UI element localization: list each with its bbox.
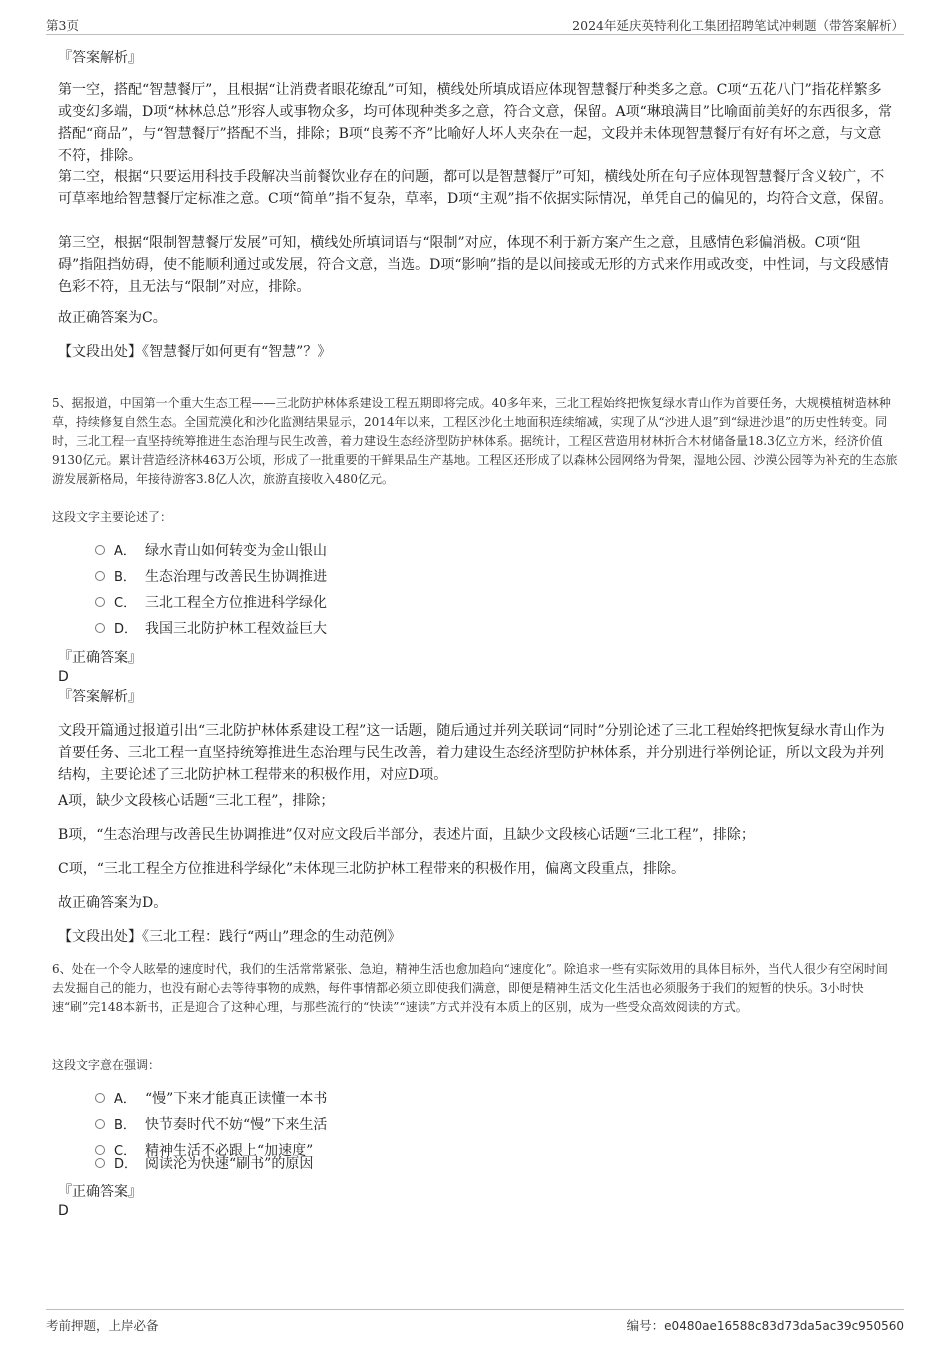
q5-stem: 5、据报道，中国第一个重大生态工程——三北防护林体系建设工程五期即将完成。40多年来，三北工程始终把恢复绿水青山作为首要任务，大规模植树造林种草，持续修复自然生态。全国荒漠化和沙化监测结果显示，2014年以来，工程区沙化土地面积连续缩减，实现了从“沙进人退”到“绿进沙退”的历史性转变。同时，三北工程一直坚持统筹推进生态治理与民生改善，着力建设生态经济型防护林体系。据统计，工程区营造用材林折合木材储备量18.3亿立方米，经济价值9130亿元。累计营造经济林463万公顷，形成了一批重要的干鲜果品生产基地。工程区还形成了以森林公园网络为骨架，湿地公园、沙漠公园等为补充的生态旅游发展新格局，年接待游客3.8亿人次，旅游直接收入480亿元。 [52,396,898,486]
option-text: 精神生活不必跟上“加速度” [145,1143,314,1159]
q5-prompt: 这段文字主要论述了： [52,510,173,524]
q5-option-c[interactable] [95,592,327,614]
q6-option-a[interactable] [95,1088,327,1110]
option-text: 三北工程全方位推进科学绿化 [145,595,327,611]
radio-icon[interactable] [95,1158,105,1168]
q4-analysis-paragraph-1: 第一空，搭配“智慧餐厅”，且根据“让消费者眼花缭乱”可知，横线处所填成语应体现智慧餐厅种类多之意。C项“五花八门”指花样繁多或变幻多端，D项“林林总总”形容人或事物众多，均可体现种类多之意，符合文意，保留。A项“琳琅满目”比喻面前美好的东西很多，常搭配“商品”，与“智慧餐厅”搭配不当，排除；B项“良莠不齐”比喻好人坏人夹杂在一起，文段并未体现智慧餐厅有好有坏之意，与文意不符，排除。 [58,82,892,164]
option-letter: C． [114,596,137,611]
option-text: 我国三北防护林工程效益巨大 [145,621,327,637]
radio-icon[interactable] [95,597,105,607]
option-text: 快节奏时代不妨“慢”下来生活 [145,1117,328,1133]
q4-analysis-paragraph-2: 第二空，根据“只要运用科技手段解决当前餐饮业存在的问题，都可以是智慧餐厅”可知，横线处所在句子应体现智慧餐厅含义较广，不可草率地给智慧餐厅定标准之意。C项“简单”指不复杂，草率，D项“主观”指不依据实际情况，单凭自己的偏见的，均符合文意，保留。 [58,169,893,207]
radio-icon[interactable] [95,545,105,555]
q5-option-d[interactable] [95,618,327,640]
q6-option-b[interactable] [95,1114,327,1136]
q4-source: 【文段出处】《智慧餐厅如何更有“智慧”？》 [58,344,332,360]
q4-analysis-paragraph-3: 第三空，根据“限制智慧餐厅发展”可知，横线处所填词语与“限制”对应，体现不利于新方案产生之意，且感情色彩偏消极。C项“阻碍”指阻挡妨碍，使不能顺利通过或发展，符合文意，当选。D项“影响”指的是以间接或无形的方式来作用或改变，中性词，与文段感情色彩不符，且无法与“限制”对应，排除。 [58,235,889,295]
radio-icon[interactable] [95,623,105,633]
q5-analysis-paragraph-1: 文段开篇通过报道引出“三北防护林体系建设工程”这一话题，随后通过并列关联词“同时”分别论述了三北工程始终把恢复绿水青山作为首要任务、三北工程一直坚持统筹推进生态治理与民生改善，着力建设生态经济型防护林体系，并分别进行举例论证，所以文段为并列结构，主要论述了三北防护林工程带来的积极作用，对应D项。 [58,723,885,783]
radio-icon[interactable] [95,1119,105,1129]
page-number: 第3页 [46,18,79,33]
option-letter: D． [114,622,138,637]
q5-analysis-paragraph-4: C项，“三北工程全方位推进科学绿化”未体现三北防护林工程带来的积极作用，偏离文段重点，排除。 [58,861,686,877]
option-text: 生态治理与改善民生协调推进 [145,569,327,585]
q5-conclusion: 故正确答案为D。 [58,895,168,911]
option-text: 绿水青山如何转变为金山银山 [145,543,327,559]
page-header [46,14,904,35]
q4-analysis-label: 『答案解析』 [58,50,142,66]
q5-analysis-label: 『答案解析』 [58,689,142,705]
q5-analysis-paragraph-3: B项，“生态治理与改善民生协调推进”仅对应文段后半部分，表述片面，且缺少文段核心话题“三北工程”，排除； [58,827,755,843]
q6-prompt: 这段文字意在强调： [52,1058,161,1072]
q6-option-d[interactable] [95,1153,313,1175]
document-code [627,1316,904,1334]
option-letter: C． [114,1144,137,1159]
document-title: 2024年延庆英特利化工集团招聘笔试冲刺题（带答案解析） [572,18,904,33]
q5-source: 【文段出处】《三北工程：践行“两山”理念的生动范例》 [58,929,402,945]
q6-correct-answer: D [58,1203,69,1219]
code-label: 编号： [626,1318,665,1333]
option-text: 阅读沦为快速“刷书”的原因 [145,1156,314,1172]
option-letter: B． [114,1118,136,1133]
q5-option-b[interactable] [95,566,327,588]
footer-slogan: 考前押题，上岸必备 [46,1318,159,1333]
q6-stem: 6、处在一个令人眩晕的速度时代，我们的生活常常紧张、急迫，精神生活也愈加趋向“速度化”。除追求一些有实际效用的具体目标外，当代人很少有空闲时间去发掘自己的能力，也没有耐心去等待事物的成熟，每件事情都必须立即使我们满意，即便是精神生活文化生活也必须服务于我们的短暂的快乐。3小时快速“刷”完148本新书，正是迎合了这种心理，与那些流行的“快读”“速读”方式并没有本质上的区别，成为一些受众高效阅读的方式。 [52,962,888,1014]
q5-option-a[interactable] [95,540,327,562]
q5-analysis-paragraph-2: A项，缺少文段核心话题“三北工程”，排除； [58,793,335,809]
radio-icon[interactable] [95,571,105,581]
q5-correct-answer: D [58,669,69,685]
option-letter: A． [114,544,136,559]
radio-icon[interactable] [95,1093,105,1103]
q5-correct-label: 『正确答案』 [58,650,142,666]
code-value: e0480ae16588c83d73da5ac39c950560 [664,1319,904,1333]
q6-correct-label: 『正确答案』 [58,1184,142,1200]
q4-conclusion: 故正确答案为C。 [58,310,167,326]
option-letter: A． [114,1092,136,1107]
option-letter: B． [114,570,136,585]
page-footer [46,1309,904,1334]
option-letter: D． [114,1157,138,1172]
option-text: “慢”下来才能真正读懂一本书 [145,1091,328,1107]
